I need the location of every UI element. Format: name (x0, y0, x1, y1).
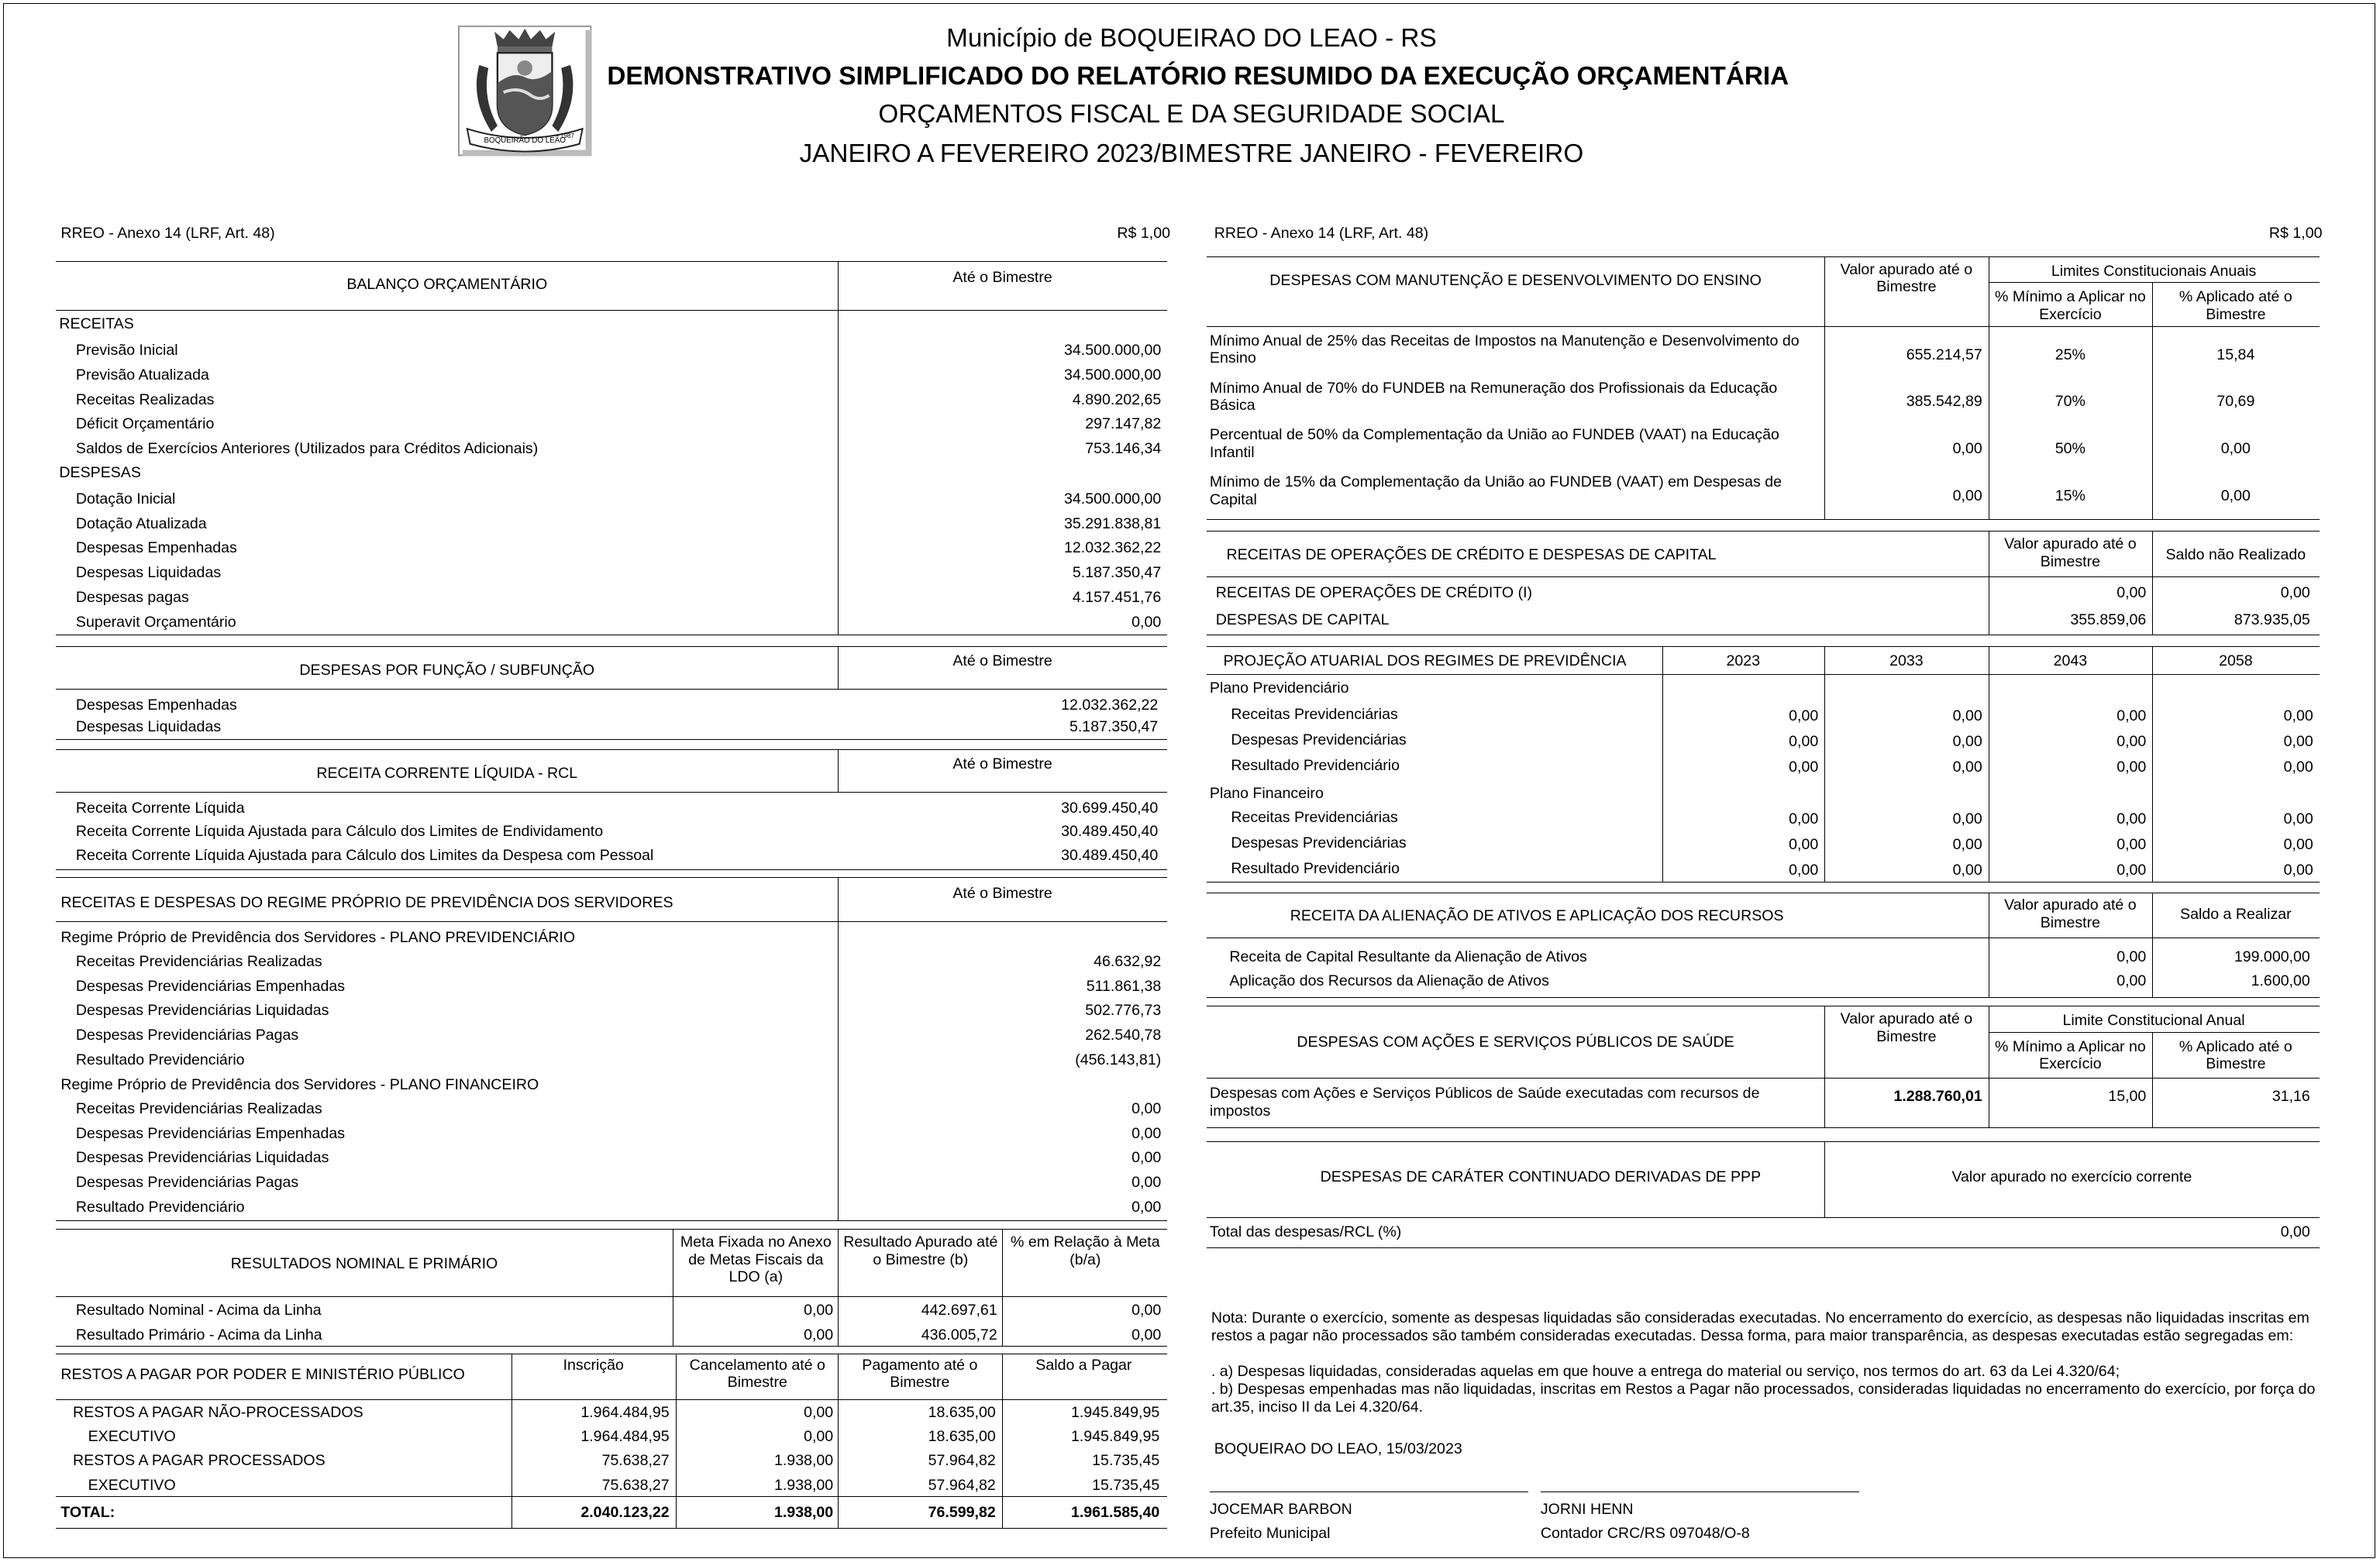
projecao-row-value: 0,00 (1952, 862, 1982, 879)
projecao-row-value: 0,00 (2117, 836, 2147, 854)
balanco-receita-value: 34.500.000,00 (1064, 366, 1162, 384)
balanco-despesa-label: Superavit Orçamentário (75, 614, 236, 631)
resultados-col-a: Meta Fixada no Anexo de Metas Fiscais da LDO (a) (680, 1233, 832, 1286)
mde-row-label: Mínimo de 15% da Complementação da União ao FUNDEB (VAAT) em Despesas de Capital (1209, 473, 1782, 508)
alienacao-row-saldo: 199.000,00 (2234, 948, 2310, 966)
projecao-row-value: 0,00 (1952, 836, 1982, 854)
mde-title: DESPESAS COM MANUTENÇÃO E DESENVOLVIMENTO DO ENSINO (1269, 271, 1762, 289)
projecao-row-value: 0,00 (2283, 707, 2313, 724)
rpps-prev-row-value: 502.776,73 (1085, 1002, 1162, 1020)
mde-col-min: % Mínimo a Aplicar no Exercício (1994, 288, 2146, 323)
balanco-despesa-value: 5.187.350,47 (1072, 564, 1162, 582)
projecao-row-label: Despesas Previdenciárias (1231, 731, 1407, 748)
right-annex-label: RREO - Anexo 14 (LRF, Art. 48) (1214, 224, 1429, 242)
balanco-receita-label: Previsão Atualizada (75, 366, 209, 384)
report-period: JANEIRO A FEVEREIRO 2023/BIMESTRE JANEIRO - FEVEREIRO (799, 139, 1584, 169)
funcao-row-label: Despesas Empenhadas (75, 696, 237, 714)
credito-row-saldo: 0,00 (2280, 584, 2310, 602)
resultados-col-b: Resultado Apurado até o Bimestre (b) (843, 1233, 998, 1268)
alienacao-col-saldo: Saldo a Realizar (2180, 906, 2292, 924)
mde-row-value: 385.542,89 (1906, 393, 1982, 411)
restos-row-value: 57.964,82 (928, 1452, 996, 1470)
signature-2-name: JORNI HENN (1540, 1500, 1634, 1518)
mde-row-apl: 15,84 (2216, 346, 2255, 363)
projecao-row-value: 0,00 (1789, 759, 1819, 776)
projecao-row-value: 0,00 (1952, 707, 1982, 724)
balanco-despesa-label: Dotação Inicial (75, 490, 176, 507)
ppp-row-label: Total das despesas/RCL (%) (1209, 1223, 1402, 1240)
alienacao-row-label: Aplicação dos Recursos da Alienação de Ativos (1229, 972, 1549, 990)
rpps-prev-row-label: Despesas Previdenciárias Liquidadas (75, 1002, 329, 1020)
restos-row-value: 1.964.484,95 (580, 1403, 670, 1421)
projecao-row-value: 0,00 (2283, 732, 2313, 750)
restos-total-value: 1.961.585,40 (1070, 1503, 1160, 1521)
rpps-fin-row-value: 0,00 (1131, 1174, 1162, 1192)
projecao-row-label: Receitas Previdenciárias (1231, 705, 1398, 723)
mde-row-apl: 0,00 (2220, 439, 2251, 457)
restos-row-value: 57.964,82 (928, 1476, 996, 1494)
signature-2-role: Contador CRC/RS 097048/O-8 (1540, 1525, 1750, 1543)
restos-row-label: RESTOS A PAGAR PROCESSADOS (73, 1452, 325, 1470)
rpps-fin-row-label: Despesas Previdenciárias Empenhadas (75, 1124, 346, 1142)
rpps-col-header: Até o Bimestre (952, 884, 1052, 902)
mde-col-val: Valor apurado até o Bimestre (1840, 260, 1973, 296)
ppp-col-header: Valor apurado no exercício corrente (1951, 1168, 2192, 1186)
balanco-despesa-label: Dotação Atualizada (75, 514, 207, 532)
projecao-row-value: 0,00 (2283, 862, 2313, 879)
left-annex-label: RREO - Anexo 14 (LRF, Art. 48) (60, 224, 275, 242)
alienacao-row-value: 0,00 (2117, 972, 2147, 990)
restos-col-header: Cancelamento até o Bimestre (689, 1356, 825, 1392)
mde-group-header: Limites Constitucionais Anuais (2051, 262, 2257, 280)
restos-row-value: 1.964.484,95 (580, 1427, 670, 1445)
receitas-label: RECEITAS (59, 315, 134, 333)
projecao-row-value: 0,00 (1789, 862, 1819, 879)
rpps-prev-row-value: 511.861,38 (1086, 977, 1162, 995)
note-paragraph-3: . b) Despesas empenhadas mas não liquidadas, inscritas em Restos a Pagar não processados, consideradas liquidadas no encerramento do exercício, por força do art.35, inciso II da Lei 4.320/64. (1211, 1381, 2316, 1416)
right-unit-label: R$ 1,00 (2268, 224, 2323, 242)
restos-col-header: Saldo a Pagar (1035, 1356, 1132, 1374)
balanco-despesa-value: 35.291.838,81 (1064, 514, 1162, 532)
rpps-fin-row-label: Resultado Previdenciário (75, 1198, 245, 1216)
restos-row-value: 1.938,00 (773, 1452, 834, 1470)
note-paragraph-1: Nota: Durante o exercício, somente as despesas liquidadas são consideradas executadas. No encerramento do exercício, as despesas não liquidadas inscritas em restos a pagar não processados são também consideradas executadas. Dessa forma, para maior transparência, as despesas executadas estão segregadas em: (1211, 1309, 2309, 1345)
resultados-col-c: % em Relação à Meta (b/a) (1011, 1233, 1160, 1268)
mde-row-label: Mínimo Anual de 70% do FUNDEB na Remuneração dos Profissionais da Educação Básica (1209, 379, 1778, 415)
place-date: BOQUEIRAO DO LEAO, 15/03/2023 (1214, 1440, 1462, 1457)
saude-group-header: Limite Constitucional Anual (2062, 1012, 2245, 1030)
balanco-despesa-value: 0,00 (1131, 614, 1162, 631)
projecao-year: 2023 (1726, 652, 1761, 670)
balanco-despesa-label: Despesas pagas (75, 589, 189, 607)
rcl-row-value: 30.699.450,40 (1061, 800, 1159, 817)
resultados-row-percent: 0,00 (1131, 1326, 1162, 1344)
mde-row-min: 70% (2055, 393, 2086, 411)
saude-col-min: % Mínimo a Aplicar no Exercício (1994, 1037, 2146, 1073)
resultados-row-meta: 0,00 (804, 1326, 834, 1344)
projecao-year: 2043 (2053, 652, 2088, 670)
rcl-row-value: 30.489.450,40 (1061, 846, 1159, 864)
alienacao-row-value: 0,00 (2117, 948, 2147, 966)
rpps-fin-row-label: Receitas Previdenciárias Realizadas (75, 1099, 322, 1117)
projecao-row-value: 0,00 (2117, 732, 2147, 750)
projecao-title: PROJEÇÃO ATUARIAL DOS REGIMES DE PREVIDÊNCIA (1223, 652, 1627, 670)
balanco-receita-label: Receitas Realizadas (75, 390, 215, 408)
restos-row-value: 1.945.849,95 (1070, 1403, 1160, 1421)
saude-row-min: 15,00 (2108, 1088, 2147, 1106)
projecao-row-label: Despesas Previdenciárias (1231, 834, 1407, 852)
restos-title: RESTOS A PAGAR POR PODER E MINISTÉRIO PÚBLICO (60, 1365, 465, 1383)
balanco-title: BALANÇO ORÇAMENTÁRIO (346, 276, 548, 294)
alienacao-col-val: Valor apurado até o Bimestre (2004, 896, 2137, 931)
resultados-title: RESULTADOS NOMINAL E PRIMÁRIO (230, 1254, 498, 1272)
resultados-row-meta: 0,00 (804, 1302, 834, 1319)
credito-col-saldo: Saldo não Realizado (2165, 546, 2306, 564)
balanco-receita-value: 34.500.000,00 (1064, 341, 1162, 359)
rpps-title: RECEITAS E DESPESAS DO REGIME PRÓPRIO DE PREVIDÊNCIA DOS SERVIDORES (60, 893, 673, 911)
saude-col-apl: % Aplicado até o Bimestre (2179, 1037, 2292, 1073)
restos-row-value: 15.735,45 (1092, 1476, 1160, 1494)
projecao-row-value: 0,00 (1952, 732, 1982, 750)
restos-row-value: 75.638,27 (601, 1452, 670, 1470)
mde-row-min: 25% (2055, 346, 2086, 363)
restos-row-value: 0,00 (804, 1427, 834, 1445)
mde-row-value: 0,00 (1952, 439, 1982, 457)
rcl-row-value: 30.489.450,40 (1061, 823, 1159, 841)
restos-total-value: 2.040.123,22 (580, 1503, 670, 1521)
seal-year: 1987 (560, 132, 575, 140)
mde-row-min: 15% (2055, 487, 2086, 504)
projecao-row-label: Resultado Previdenciário (1231, 860, 1400, 878)
rcl-row-label: Receita Corrente Líquida Ajustada para Cálculo dos Limites da Despesa com Pessoal (75, 846, 654, 864)
saude-row-apl: 31,16 (2272, 1088, 2310, 1106)
credito-row-label: RECEITAS DE OPERAÇÕES DE CRÉDITO (I) (1215, 584, 1533, 602)
mde-row-min: 50% (2055, 439, 2086, 457)
projecao-year: 2058 (2219, 652, 2253, 670)
credito-title: RECEITAS DE OPERAÇÕES DE CRÉDITO E DESPESAS DE CAPITAL (1226, 546, 1717, 564)
ppp-row-value: 0,00 (2280, 1223, 2310, 1240)
resultados-row-percent: 0,00 (1131, 1302, 1162, 1319)
rpps-fin-row-value: 0,00 (1131, 1099, 1162, 1117)
projecao-row-value: 0,00 (1952, 759, 1982, 776)
mde-row-value: 655.214,57 (1906, 346, 1982, 363)
projecao-year: 2033 (1889, 652, 1924, 670)
restos-total-value: 76.599,82 (928, 1503, 996, 1521)
rcl-row-label: Receita Corrente Líquida (75, 800, 245, 817)
report-title: DEMONSTRATIVO SIMPLIFICADO DO RELATÓRIO RESUMIDO DA EXECUÇÃO ORÇAMENTÁRIA (607, 62, 1789, 91)
projecao-row-value: 0,00 (2117, 759, 2147, 776)
rpps-prev-row-label: Despesas Previdenciárias Empenhadas (75, 977, 346, 995)
signature-1-name: JOCEMAR BARBON (1209, 1500, 1352, 1518)
credito-row-label: DESPESAS DE CAPITAL (1215, 611, 1390, 629)
projecao-row-value: 0,00 (2283, 759, 2313, 776)
rpps-fin-label: Regime Próprio de Previdência dos Servidores - PLANO FINANCEIRO (60, 1075, 539, 1093)
projecao-row-value: 0,00 (2117, 810, 2147, 827)
projecao-row-value: 0,00 (2283, 836, 2313, 854)
restos-total-value: 1.938,00 (773, 1503, 834, 1521)
mde-col-apl: % Aplicado até o Bimestre (2179, 288, 2292, 323)
note-paragraph-2: . a) Despesas liquidadas, consideradas aquelas em que houve a entrega do material ou serviço, nos termos do art. 63 da Lei 4.320/64; (1211, 1362, 2120, 1380)
mde-row-label: Mínimo Anual de 25% das Receitas de Impostos na Manutenção e Desenvolvimento do Ensino (1209, 332, 1800, 367)
balanco-despesa-label: Despesas Liquidadas (75, 564, 222, 582)
projecao-row-value: 0,00 (2117, 862, 2147, 879)
balanco-receita-value: 4.890.202,65 (1072, 390, 1162, 408)
balanco-col-header: Até o Bimestre (952, 268, 1052, 286)
funcao-row-label: Despesas Liquidadas (75, 718, 222, 736)
projecao-row-value: 0,00 (1789, 836, 1819, 854)
rpps-fin-row-value: 0,00 (1131, 1149, 1162, 1167)
projecao-row-label: Receitas Previdenciárias (1231, 808, 1398, 826)
balanco-receita-label: Déficit Orçamentário (75, 415, 215, 433)
projecao-row-label: Resultado Previdenciário (1231, 757, 1400, 775)
rcl-col-header: Até o Bimestre (952, 755, 1052, 773)
report-subtitle: ORÇAMENTOS FISCAL E DA SEGURIDADE SOCIAL (878, 100, 1505, 129)
balanco-receita-value: 753.146,34 (1085, 440, 1162, 458)
rpps-fin-row-value: 0,00 (1131, 1124, 1162, 1142)
restos-row-value: 75.638,27 (601, 1476, 670, 1494)
balanco-despesa-value: 4.157.451,76 (1072, 589, 1162, 607)
projecao-row-value: 0,00 (2117, 707, 2147, 724)
signature-1-role: Prefeito Municipal (1209, 1525, 1331, 1543)
despesas-label: DESPESAS (59, 464, 141, 482)
projecao-row-value: 0,00 (2283, 810, 2313, 827)
rpps-prev-row-value: 46.632,92 (1094, 952, 1162, 970)
municipality-name: Município de BOQUEIRAO DO LEAO - RS (946, 24, 1437, 53)
rpps-fin-row-label: Despesas Previdenciárias Liquidadas (75, 1149, 329, 1167)
restos-row-label: RESTOS A PAGAR NÃO-PROCESSADOS (73, 1403, 363, 1421)
rpps-prev-row-label: Resultado Previdenciário (75, 1051, 245, 1068)
credito-row-saldo: 873.935,05 (2234, 611, 2310, 629)
restos-total-label: TOTAL: (60, 1503, 115, 1521)
credito-row-value: 0,00 (2117, 584, 2147, 602)
projecao-prev-label: Plano Previdenciário (1209, 680, 1349, 697)
restos-row-label: EXECUTIVO (88, 1427, 176, 1445)
projecao-row-value: 0,00 (1789, 707, 1819, 724)
restos-row-value: 18.635,00 (928, 1403, 996, 1421)
alienacao-row-label: Receita de Capital Resultante da Alienação de Ativos (1229, 948, 1587, 966)
saude-title: DESPESAS COM AÇÕES E SERVIÇOS PÚBLICOS DE SAÚDE (1297, 1033, 1734, 1051)
saude-row-label: Despesas com Ações e Serviços Públicos de Saúde executadas com recursos de impostos (1209, 1085, 1760, 1120)
rpps-prev-row-value: (456.143,81) (1075, 1051, 1162, 1068)
balanco-despesa-value: 34.500.000,00 (1064, 490, 1162, 507)
municipal-seal (458, 26, 591, 156)
mde-row-apl: 70,69 (2216, 393, 2255, 411)
mde-row-label: Percentual de 50% da Complementação da União ao FUNDEB (VAAT) na Educação Infantil (1209, 426, 1779, 461)
resultados-row-apurado: 436.005,72 (921, 1326, 997, 1344)
restos-col-header: Pagamento até o Bimestre (862, 1356, 978, 1392)
resultados-row-label: Resultado Primário - Acima da Linha (75, 1326, 322, 1344)
resultados-row-apurado: 442.697,61 (921, 1302, 997, 1319)
funcao-row-value: 12.032.362,22 (1061, 696, 1159, 714)
restos-row-value: 18.635,00 (928, 1427, 996, 1445)
funcao-row-value: 5.187.350,47 (1069, 718, 1159, 736)
projecao-row-value: 0,00 (1789, 810, 1819, 827)
rpps-prev-row-label: Receitas Previdenciárias Realizadas (75, 952, 322, 970)
projecao-fin-label: Plano Financeiro (1209, 784, 1324, 802)
restos-row-value: 0,00 (804, 1403, 834, 1421)
seal-banner: BOQUEIRÃO DO LEÃO (484, 136, 567, 146)
rpps-prev-row-value: 262.540,78 (1085, 1027, 1162, 1044)
rpps-fin-row-value: 0,00 (1131, 1198, 1162, 1216)
rcl-row-label: Receita Corrente Líquida Ajustada para Cálculo dos Limites de Endividamento (75, 823, 604, 841)
balanco-receita-label: Previsão Inicial (75, 341, 178, 359)
balanco-despesa-value: 12.032.362,22 (1064, 539, 1162, 557)
mde-row-value: 0,00 (1952, 487, 1982, 504)
alienacao-title: RECEITA DA ALIENAÇÃO DE ATIVOS E APLICAÇÃO DOS RECURSOS (1290, 907, 1784, 925)
balanco-despesa-label: Despesas Empenhadas (75, 539, 237, 557)
rcl-title: RECEITA CORRENTE LÍQUIDA - RCL (316, 765, 578, 783)
restos-row-label: EXECUTIVO (88, 1476, 176, 1494)
credito-col-val: Valor apurado até o Bimestre (2004, 535, 2137, 570)
alienacao-row-saldo: 1.600,00 (2251, 972, 2310, 990)
balanco-receita-value: 297.147,82 (1085, 415, 1162, 433)
left-unit-label: R$ 1,00 (1117, 224, 1170, 242)
balanco-receita-label: Saldos de Exercícios Anteriores (Utilizados para Créditos Adicionais) (75, 440, 539, 458)
rpps-prev-label: Regime Próprio de Previdência dos Servidores - PLANO PREVIDENCIÁRIO (60, 928, 576, 946)
saude-col-val: Valor apurado até o Bimestre (1840, 1010, 1973, 1045)
projecao-row-value: 0,00 (1789, 732, 1819, 750)
credito-row-value: 355.859,06 (2070, 611, 2147, 629)
funcao-col-header: Até o Bimestre (952, 652, 1052, 670)
saude-row-value: 1.288.760,01 (1893, 1088, 1982, 1106)
restos-row-value: 15.735,45 (1092, 1452, 1160, 1470)
resultados-row-label: Resultado Nominal - Acima da Linha (75, 1302, 322, 1319)
restos-row-value: 1.945.849,95 (1070, 1427, 1160, 1445)
projecao-row-value: 0,00 (1952, 810, 1982, 827)
mde-row-apl: 0,00 (2220, 487, 2251, 504)
ppp-title: DESPESAS DE CARÁTER CONTINUADO DERIVADAS DE PPP (1320, 1168, 1762, 1186)
restos-row-value: 1.938,00 (773, 1476, 834, 1494)
restos-col-header: Inscrição (563, 1356, 624, 1374)
funcao-title: DESPESAS POR FUNÇÃO / SUBFUNÇÃO (299, 661, 595, 679)
rpps-prev-row-label: Despesas Previdenciárias Pagas (75, 1027, 299, 1044)
rpps-fin-row-label: Despesas Previdenciárias Pagas (75, 1174, 299, 1192)
